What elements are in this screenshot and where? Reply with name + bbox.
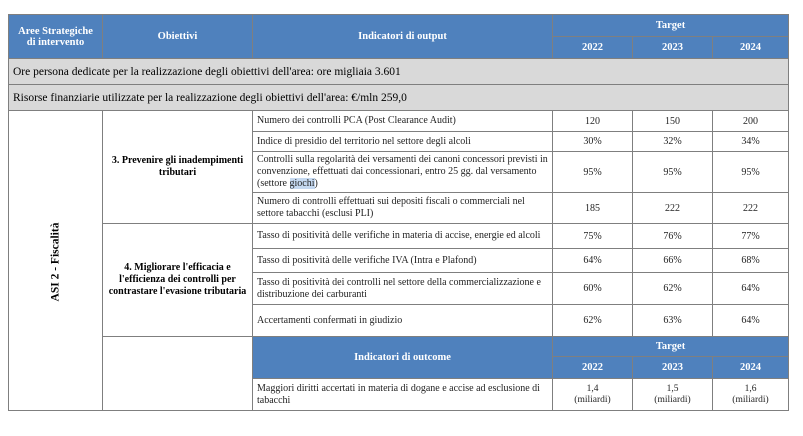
value-2022: 95% [553,152,633,193]
outcome-number: 1,4 [586,383,599,394]
indicator-cell: Numero di controlli effettuati sui depositi fiscali o commerciali nel settore tabacchi (esclusi PLI) [253,193,553,224]
value-2024: 200 [713,111,789,132]
value-2024: 77% [713,224,789,249]
outcome-year-2023: 2023 [633,357,713,379]
indicator-cell: Accertamenti confermati in giudizio [253,305,553,337]
value-2022: 64% [553,249,633,273]
objective-3: 3. Prevenire gli inadempimenti tributari [103,111,253,224]
outcome-indicator-cell: Maggiori diritti accertati in materia di dogane e accise ad esclusione di tabacchi [253,379,553,411]
outcome-value-2024 [713,379,789,411]
summary-ore-persona: Ore persona dedicate per la realizzazione degli obiettivi dell'area: ore migliaia 3.601 [9,59,789,85]
outcome-number: 1,6 [744,383,757,394]
value-2024: 34% [713,132,789,152]
objective-4: 4. Migliorare l'efficacia e l'efficienza dei controlli per contrastare l'evasione tributaria [103,224,253,337]
table-row [9,111,789,132]
outcome-unit: (miliardi) [732,394,769,405]
indicator-text-end: ) [314,178,318,189]
summary-risorse-finanziarie: Risorse finanziarie utilizzate per la realizzazione degli obiettivi dell'area: €/mln 259,0 [9,85,789,111]
header-year-2023: 2023 [633,37,713,59]
value-2024: 68% [713,249,789,273]
strategy-table-container [8,14,788,411]
value-2022: 75% [553,224,633,249]
outcome-number: 1,5 [666,383,679,394]
area-label: ASI 2 - Fiscalità [49,222,62,301]
value-2024: 222 [713,193,789,224]
header-aree: Aree Strategiche di intervento [9,15,103,59]
value-2024: 95% [713,152,789,193]
header-indicatori-outcome: Indicatori di outcome [253,337,553,379]
value-2023: 66% [633,249,713,273]
strategy-table [8,14,789,411]
indicator-cell [253,152,553,193]
header-indicatori-output: Indicatori di output [253,15,553,59]
indicator-cell: Tasso di positività dei controlli nel settore della commercializzazione e distribuzione dei carburanti [253,273,553,305]
outcome-unit: (miliardi) [654,394,691,405]
outcome-year-2022: 2022 [553,357,633,379]
value-2023: 222 [633,193,713,224]
indicator-cell: Tasso di positività delle verifiche IVA (Intra e Plafond) [253,249,553,273]
indicator-cell: Tasso di positività delle verifiche in materia di accise, energie ed alcoli [253,224,553,249]
value-2023: 32% [633,132,713,152]
outcome-value-2022 [553,379,633,411]
value-2024: 64% [713,273,789,305]
value-2022: 185 [553,193,633,224]
header-target: Target [553,15,789,37]
outcome-header-target: Target [553,337,789,357]
outcome-year-2024: 2024 [713,357,789,379]
value-2022: 30% [553,132,633,152]
value-2023: 150 [633,111,713,132]
outcome-objective-empty [103,337,253,411]
value-2022: 120 [553,111,633,132]
area-cell [9,111,103,411]
header-year-2024: 2024 [713,37,789,59]
value-2023: 76% [633,224,713,249]
value-2023: 95% [633,152,713,193]
value-2024: 64% [713,305,789,337]
header-year-2022: 2022 [553,37,633,59]
indicator-cell: Indice di presidio del territorio nel settore degli alcoli [253,132,553,152]
value-2022: 60% [553,273,633,305]
value-2023: 63% [633,305,713,337]
value-2023: 62% [633,273,713,305]
value-2022: 62% [553,305,633,337]
outcome-value-2023 [633,379,713,411]
outcome-unit: (miliardi) [574,394,611,405]
header-obiettivi: Obiettivi [103,15,253,59]
indicator-cell: Numero dei controlli PCA (Post Clearance Audit) [253,111,553,132]
table-row [9,224,789,249]
highlighted-text[interactable]: giochi [289,178,315,189]
indicator-text: Controlli sulla regolarità dei versamenti dei canoni concessori previsti in convenzione, effettuati dai concessionari, entro 25 gg. dal versamento (settore [257,154,548,189]
